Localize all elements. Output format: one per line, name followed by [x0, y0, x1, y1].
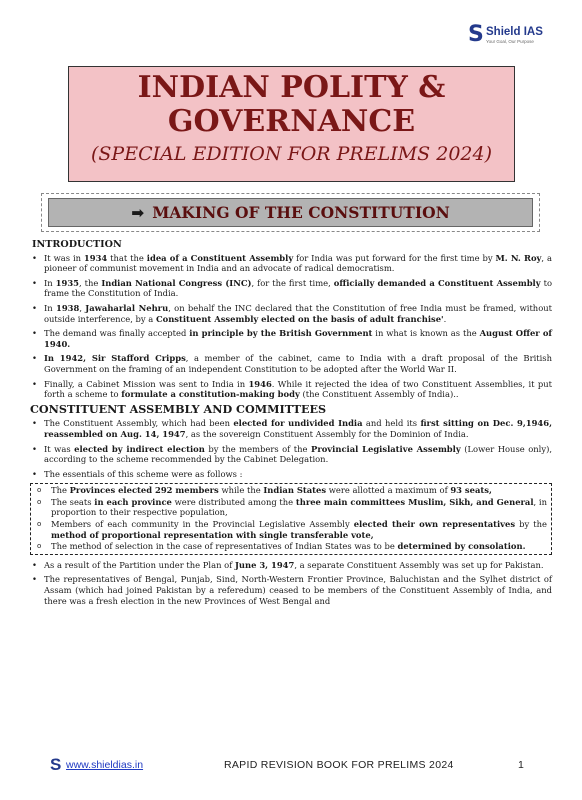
- text-run: first sitting on Dec. 9,1946, reassembled on Aug. 14, 1947: [44, 418, 552, 439]
- scheme-box: [30, 483, 552, 555]
- text-run: for India was put forward for the first time by: [293, 252, 496, 263]
- text-run: to frame the Constitution of India.: [44, 277, 552, 299]
- text-run: August Offer of 1940.: [44, 328, 553, 349]
- list-item: [30, 379, 552, 400]
- sub-list-item: [37, 497, 547, 518]
- text-run: The representatives of Bengal, Punjab, Sind, North-Western Frontier Province, Baluchistan and the Sylhet district of Assam (which had joined Pakistan by a referedum) ceased to be members of the Constituent Assembly of India, and there was a fresh election in the new Provinces of West Bengal and: [44, 574, 552, 606]
- text-run: elected for undivided India: [233, 418, 363, 429]
- text-run: The essentials of this scheme were as follows :: [44, 468, 243, 479]
- text-run: As a result of the Partition under the Plan of: [44, 559, 235, 570]
- title-line-1: INDIAN POLITY &: [137, 70, 446, 105]
- list-item: [30, 328, 552, 349]
- text-run: , the: [78, 277, 102, 288]
- list-item: [30, 278, 552, 299]
- list-item: [30, 303, 552, 324]
- intro-list: [30, 253, 552, 400]
- content: [30, 240, 552, 610]
- chapter-banner-frame: [41, 193, 540, 232]
- text-run: three main committees Muslim, Sikh, and General: [295, 496, 534, 507]
- text-run: by the members of the: [204, 443, 312, 454]
- text-run: (the Constituent Assembly of India)..: [299, 389, 459, 400]
- sub-list-item: [37, 519, 547, 540]
- text-run: while the: [218, 485, 264, 496]
- list-item: [30, 574, 552, 606]
- text-run: in principle by the British Government: [189, 328, 373, 339]
- text-run: Provincial Legislative Assembly: [311, 443, 461, 454]
- text-run: in what is known as the: [372, 328, 480, 339]
- text-run: 1938: [56, 302, 80, 313]
- logo-name: Shield IAS: [486, 26, 543, 38]
- text-run: The demand was finally accepted: [44, 328, 190, 339]
- sub-list-item: [37, 541, 547, 552]
- text-run: Indian States: [263, 485, 327, 496]
- shield-s-logo-icon: S: [468, 22, 484, 47]
- text-run: by the: [515, 519, 547, 530]
- text-run: . While it rejected the idea of two Constituent Assemblies, it put forth a scheme to: [44, 378, 552, 400]
- text-run: .: [443, 313, 447, 324]
- intro-heading: INTRODUCTION: [32, 239, 122, 250]
- edition-subtitle: (SPECIAL EDITION FOR PRELIMS 2024): [91, 143, 492, 165]
- text-run: In 1942, Sir Stafford Cripps: [44, 353, 186, 364]
- partition-list: [30, 560, 552, 606]
- text-run: determined by consolation.: [397, 541, 526, 552]
- text-run: in each province: [94, 496, 172, 507]
- text-run: It was in: [44, 252, 84, 263]
- text-run: 1935: [55, 277, 79, 288]
- title-line-2: GOVERNANCE: [167, 104, 416, 139]
- text-run: were distributed among the: [171, 496, 296, 507]
- footer-logo-icon: S: [50, 755, 62, 774]
- logo-tagline: Your Goal, Our Purpose: [486, 39, 534, 44]
- text-run: , a member of the cabinet, came to India with a draft proposal of the British Government on the framing of an independent Constitution to be adopted after the World War II.: [44, 353, 552, 374]
- list-item: [30, 353, 552, 374]
- text-run: M. N. Roy: [495, 252, 542, 263]
- list-item: [30, 560, 552, 571]
- text-run: The: [51, 485, 70, 496]
- text-run: Constituent Assembly elected on the basis of adult franchise': [155, 313, 444, 324]
- text-run: elected by indirect election: [74, 443, 205, 454]
- text-run: It was: [44, 443, 75, 454]
- text-run: 93 seats,: [450, 485, 492, 496]
- text-run: Indian National Congress (INC): [101, 277, 252, 288]
- text-run: idea of a Constituent Assembly: [146, 252, 294, 263]
- shield-ias-logo: [468, 24, 568, 48]
- website-link[interactable]: www.shieldias.in: [66, 759, 144, 771]
- text-run: June 3, 1947: [234, 559, 295, 570]
- text-run: , a separate Constituent Assembly was set up for Pakistan.: [294, 559, 544, 570]
- title-box: [68, 66, 515, 182]
- list-item: [30, 418, 552, 439]
- text-run: were allotted a maximum of: [326, 485, 451, 496]
- section-heading: CONSTITUENT ASSEMBLY AND COMMITTEES: [30, 401, 327, 416]
- text-run: Jawaharlal Nehru: [85, 302, 169, 313]
- text-run: Members of each community in the Provincial Legislative Assembly: [51, 519, 354, 530]
- text-run: elected their own representatives: [353, 519, 516, 530]
- text-run: In: [44, 277, 56, 288]
- text-run: , as the sovereign Constituent Assembly for the Dominion of India.: [185, 428, 469, 439]
- text-run: In: [44, 302, 57, 313]
- assembly-list: [30, 418, 552, 479]
- scheme-list: [37, 485, 547, 552]
- text-run: officially demanded a Constituent Assembly: [333, 277, 541, 288]
- text-run: , in proportion to their respective population,: [51, 496, 548, 518]
- text-run: Finally, a Cabinet Mission was sent to India in: [44, 378, 249, 389]
- sub-list-item: [37, 485, 547, 496]
- text-run: 1934: [83, 252, 108, 263]
- text-run: 1946: [248, 378, 272, 389]
- text-run: method of proportional representation with single transferable vote,: [51, 529, 374, 540]
- chapter-heading: MAKING OF THE CONSTITUTION: [152, 203, 450, 222]
- text-run: The method of selection in the case of representatives of Indian States was to be: [51, 541, 398, 552]
- text-run: , for the first time,: [251, 277, 334, 288]
- text-run: that the: [107, 252, 147, 263]
- footer: [0, 756, 582, 776]
- book-title: RAPID REVISION BOOK FOR PRELIMS 2024: [224, 759, 454, 771]
- text-run: The seats: [51, 496, 95, 507]
- text-run: Provinces elected 292 members: [69, 485, 219, 496]
- right-arrow-icon: ➡: [131, 204, 145, 222]
- text-run: , on behalf the INC declared that the Constitution of free India must be framed, without outside interference, by a: [44, 302, 553, 324]
- chapter-banner: [48, 198, 533, 227]
- text-run: The Constituent Assembly, which had been: [44, 418, 234, 429]
- list-item: [30, 253, 552, 274]
- list-item: [30, 469, 552, 480]
- text-run: , a pioneer of communist movement in India and an advocate of radical democratism.: [44, 252, 552, 274]
- text-run: ,: [79, 302, 86, 313]
- text-run: (Lower House only), according to the scheme recommended by the Cabinet Delegation.: [44, 443, 552, 465]
- list-item: [30, 444, 552, 465]
- text-run: and held its: [362, 418, 421, 429]
- text-run: formulate a constitution-making body: [121, 389, 300, 400]
- page-number: 1: [518, 759, 524, 771]
